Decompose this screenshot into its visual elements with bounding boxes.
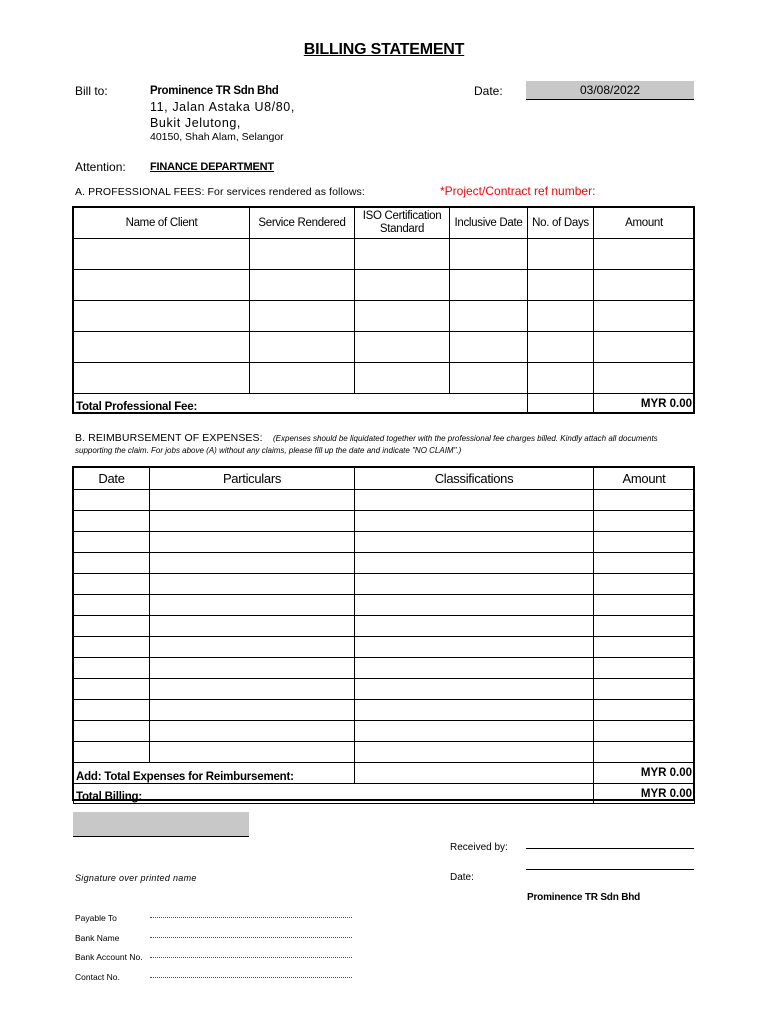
cell-inclusive-date[interactable]	[450, 301, 528, 332]
table-row	[74, 511, 695, 532]
cell-date[interactable]	[74, 700, 150, 721]
table-row	[74, 637, 695, 658]
bill-to-address-line2: Bukit Jelutong,	[150, 116, 241, 130]
table-row	[74, 363, 695, 394]
cell-days[interactable]	[528, 332, 594, 363]
cell-amount[interactable]	[594, 553, 695, 574]
cell-amount[interactable]	[594, 721, 695, 742]
cell-amount[interactable]	[594, 595, 695, 616]
table-row	[74, 553, 695, 574]
reimbursement-total-spacer	[355, 763, 594, 784]
cell-particulars[interactable]	[150, 532, 355, 553]
cell-date[interactable]	[74, 574, 150, 595]
total-professional-fee-value: MYR 0.00	[594, 394, 695, 414]
cell-particulars[interactable]	[150, 700, 355, 721]
cell-date[interactable]	[74, 553, 150, 574]
reimbursement-header-row	[74, 468, 695, 490]
cell-classification[interactable]	[355, 637, 594, 658]
section-b-note-line1: (Expenses should be liquidated together with the professional fee charges billed. Kindly attach all documents	[273, 434, 658, 443]
cell-service[interactable]	[250, 239, 355, 270]
received-by-line[interactable]	[526, 848, 694, 849]
cell-amount[interactable]	[594, 532, 695, 553]
column-header-inclusive-date: Inclusive Date	[450, 208, 528, 239]
cell-days[interactable]	[528, 270, 594, 301]
cell-client[interactable]	[74, 239, 250, 270]
cell-amount[interactable]	[594, 332, 695, 363]
cell-date[interactable]	[74, 679, 150, 700]
table-row	[74, 332, 695, 363]
column-header-service-rendered: Service Rendered	[250, 208, 355, 239]
table-row	[74, 721, 695, 742]
cell-classification[interactable]	[355, 595, 594, 616]
total-days-cell	[528, 394, 594, 414]
cell-date[interactable]	[74, 742, 150, 763]
cell-classification[interactable]	[355, 721, 594, 742]
cell-amount[interactable]	[594, 511, 695, 532]
table-row	[74, 595, 695, 616]
cell-particulars[interactable]	[150, 595, 355, 616]
cell-amount[interactable]	[594, 301, 695, 332]
attention-value: FINANCE DEPARTMENT	[150, 161, 274, 173]
received-date-label: Date:	[450, 872, 474, 883]
cell-iso[interactable]	[355, 301, 450, 332]
table-row	[74, 239, 695, 270]
cell-classification[interactable]	[355, 679, 594, 700]
cell-date[interactable]	[74, 637, 150, 658]
cell-client[interactable]	[74, 270, 250, 301]
date-field[interactable]: 03/08/2022	[526, 81, 694, 100]
professional-fees-header-row	[74, 208, 695, 239]
column-header-amount: Amount	[594, 208, 695, 239]
column-header-classifications: Classifications	[355, 468, 594, 490]
professional-fees-table	[73, 207, 695, 414]
signature-caption: Signature over printed name	[75, 873, 197, 883]
cell-classification[interactable]	[355, 553, 594, 574]
cell-service[interactable]	[250, 363, 355, 394]
payable-to-label: Payable To	[75, 913, 117, 923]
cell-date[interactable]	[74, 532, 150, 553]
cell-date[interactable]	[74, 511, 150, 532]
table-row	[74, 700, 695, 721]
cell-particulars[interactable]	[150, 637, 355, 658]
cell-client[interactable]	[74, 301, 250, 332]
cell-days[interactable]	[528, 363, 594, 394]
cell-service[interactable]	[250, 301, 355, 332]
cell-date[interactable]	[74, 595, 150, 616]
cell-amount[interactable]	[594, 679, 695, 700]
cell-days[interactable]	[528, 301, 594, 332]
project-ref-note: *Project/Contract ref number:	[440, 184, 596, 198]
cell-particulars[interactable]	[150, 490, 355, 511]
column-header-name-of-client: Name of Client	[74, 208, 250, 239]
cell-particulars[interactable]	[150, 511, 355, 532]
payable-to-field[interactable]	[150, 917, 352, 918]
total-professional-fee-row	[74, 394, 695, 414]
cell-particulars[interactable]	[150, 658, 355, 679]
cell-client[interactable]	[74, 363, 250, 394]
cell-classification[interactable]	[355, 574, 594, 595]
received-company: Prominence TR Sdn Bhd	[527, 892, 641, 903]
cell-classification[interactable]	[355, 616, 594, 637]
cell-date[interactable]	[74, 616, 150, 637]
bank-name-field[interactable]	[150, 937, 352, 938]
bill-to-address-line1: 11, Jalan Astaka U8/80,	[150, 100, 295, 114]
table-row	[74, 532, 695, 553]
column-header-iso-standard: ISO Certification Standard	[355, 208, 450, 239]
cell-particulars[interactable]	[150, 742, 355, 763]
cell-iso[interactable]	[355, 239, 450, 270]
reimbursement-total-value: MYR 0.00	[594, 763, 695, 784]
bill-to-company: Prominence TR Sdn Bhd	[150, 85, 279, 97]
section-b-heading: B. REIMBURSEMENT OF EXPENSES:	[75, 432, 263, 444]
cell-amount[interactable]	[594, 742, 695, 763]
table-row	[74, 574, 695, 595]
cell-classification[interactable]	[355, 511, 594, 532]
cell-amount[interactable]	[594, 637, 695, 658]
bank-name-label: Bank Name	[75, 933, 120, 943]
attention-label: Attention:	[75, 160, 126, 174]
column-header-particulars: Particulars	[150, 468, 355, 490]
signature-box[interactable]	[73, 812, 249, 837]
cell-days[interactable]	[528, 239, 594, 270]
date-label: Date:	[474, 84, 503, 98]
cell-classification[interactable]	[355, 742, 594, 763]
cell-amount[interactable]	[594, 239, 695, 270]
cell-client[interactable]	[74, 332, 250, 363]
cell-classification[interactable]	[355, 532, 594, 553]
table-row	[74, 616, 695, 637]
cell-iso[interactable]	[355, 363, 450, 394]
bank-account-field[interactable]	[150, 957, 352, 958]
received-date-line[interactable]	[526, 869, 694, 870]
cell-amount[interactable]	[594, 574, 695, 595]
cell-amount[interactable]	[594, 700, 695, 721]
table-row	[74, 658, 695, 679]
cell-particulars[interactable]	[150, 616, 355, 637]
contact-no-label: Contact No.	[75, 972, 120, 982]
cell-service[interactable]	[250, 270, 355, 301]
cell-service[interactable]	[250, 332, 355, 363]
cell-inclusive-date[interactable]	[450, 270, 528, 301]
bill-to-label: Bill to:	[75, 84, 108, 98]
cell-inclusive-date[interactable]	[450, 363, 528, 394]
section-b-note-line2: supporting the claim. For jobs above (A) without any claims, please fill up the date and indicate "NO CLAIM".)	[75, 446, 462, 455]
bank-account-label: Bank Account No.	[75, 952, 143, 962]
page-title: BILLING STATEMENT	[303, 41, 465, 58]
cell-amount[interactable]	[594, 658, 695, 679]
cell-iso[interactable]	[355, 270, 450, 301]
received-by-label: Received by:	[450, 842, 508, 853]
reimbursement-table	[73, 467, 695, 804]
contact-no-field[interactable]	[150, 977, 352, 978]
cell-iso[interactable]	[355, 332, 450, 363]
cell-inclusive-date[interactable]	[450, 239, 528, 270]
table-row	[74, 301, 695, 332]
cell-classification[interactable]	[355, 490, 594, 511]
cell-date[interactable]	[74, 658, 150, 679]
total-billing-value: MYR 0.00	[594, 784, 695, 804]
column-header-date: Date	[74, 468, 150, 490]
cell-particulars[interactable]	[150, 721, 355, 742]
table-row	[74, 270, 695, 301]
column-header-amount: Amount	[594, 468, 695, 490]
total-professional-fee-label: Total Professional Fee:	[74, 394, 528, 414]
cell-amount[interactable]	[594, 363, 695, 394]
cell-particulars[interactable]	[150, 574, 355, 595]
column-header-no-of-days: No. of Days	[528, 208, 594, 239]
cell-amount[interactable]	[594, 490, 695, 511]
reimbursement-total-row	[74, 763, 695, 784]
cell-particulars[interactable]	[150, 553, 355, 574]
total-billing-row	[74, 784, 695, 804]
bill-to-address-line3: 40150, Shah Alam, Selangor	[150, 131, 284, 143]
total-billing-label: Total Billing:	[74, 784, 594, 804]
reimbursement-total-label: Add: Total Expenses for Reimbursement:	[74, 763, 355, 784]
cell-amount[interactable]	[594, 270, 695, 301]
cell-classification[interactable]	[355, 658, 594, 679]
table-row	[74, 679, 695, 700]
cell-amount[interactable]	[594, 616, 695, 637]
cell-date[interactable]	[74, 490, 150, 511]
cell-inclusive-date[interactable]	[450, 332, 528, 363]
cell-date[interactable]	[74, 721, 150, 742]
table-row	[74, 742, 695, 763]
section-a-heading: A. PROFESSIONAL FEES: For services rendered as follows:	[75, 186, 365, 198]
table-row	[74, 490, 695, 511]
cell-classification[interactable]	[355, 700, 594, 721]
cell-particulars[interactable]	[150, 679, 355, 700]
